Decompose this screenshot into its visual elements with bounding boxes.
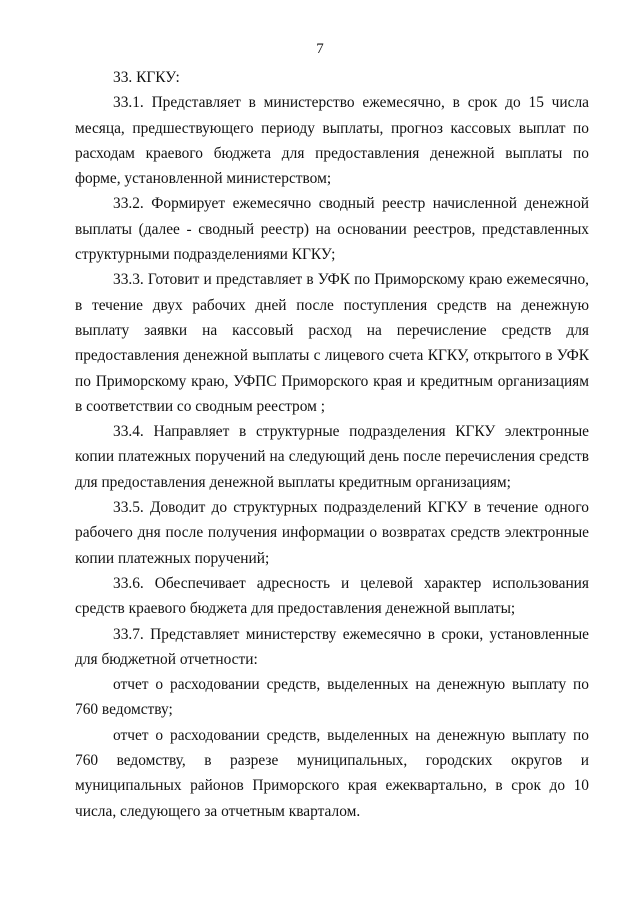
paragraph-33-5: 33.5. Доводит до структурных подразделений КГКУ в течение одного рабочего дня после получения информации о возвратах средств электронные копии платежных поручений; xyxy=(75,499,589,567)
paragraph-33-1: 33.1. Представляет в министерство ежемесячно, в срок до 15 числа месяца, предшествующего периоду выплаты, прогноз кассовых выплат по расходам краевого бюджета для предоставления денежной выплаты по форме, установленной министерством; xyxy=(75,94,589,188)
paragraph-33-6: 33.6. Обеспечивает адресность и целевой характер использования средств краевого бюджета для предоставления денежной выплаты; xyxy=(75,574,589,618)
document-body xyxy=(75,65,589,824)
paragraph-33-3: 33.3. Готовит и представляет в УФК по Приморскому краю ежемесячно, в течение двух рабочих дней после поступления средств на денежную выплату заявки на кассовый расход на перечисление средств для предоставления денежной выплаты с лицевого счета КГКУ, открытого в УФК по Приморскому краю, УФПС Приморского края и кредитным организациям в соответствии со сводным реестром ; xyxy=(75,271,589,415)
paragraph-33-4: 33.4. Направляет в структурные подразделения КГКУ электронные копии платежных поручений на следующий день после перечисления средств для предоставления денежной выплаты кредитным организациям; xyxy=(75,423,589,491)
paragraph-33-7: 33.7. Представляет министерству ежемесячно в сроки, установленные для бюджетной отчетности: xyxy=(75,625,589,668)
paragraph-33-2: 33.2. Формирует ежемесячно сводный реестр начисленной денежной выплаты (далее - сводный реестр) на основании реестров, представленных структурными подразделениями КГКУ; xyxy=(75,195,589,264)
section-heading: 33. КГКУ: xyxy=(113,69,180,86)
page-number: 7 xyxy=(316,41,324,57)
report-item-1: отчет о расходовании средств, выделенных на денежную выплату по 760 ведомству; xyxy=(75,676,589,719)
report-item-2: отчет о расходовании средств, выделенных на денежную выплату по 760 ведомству, в разрезе муниципальных, городских округов и муниципальных районов Приморского края ежеквартально, в срок до 10 числа, следующего за отчетным кварталом. xyxy=(75,726,589,820)
